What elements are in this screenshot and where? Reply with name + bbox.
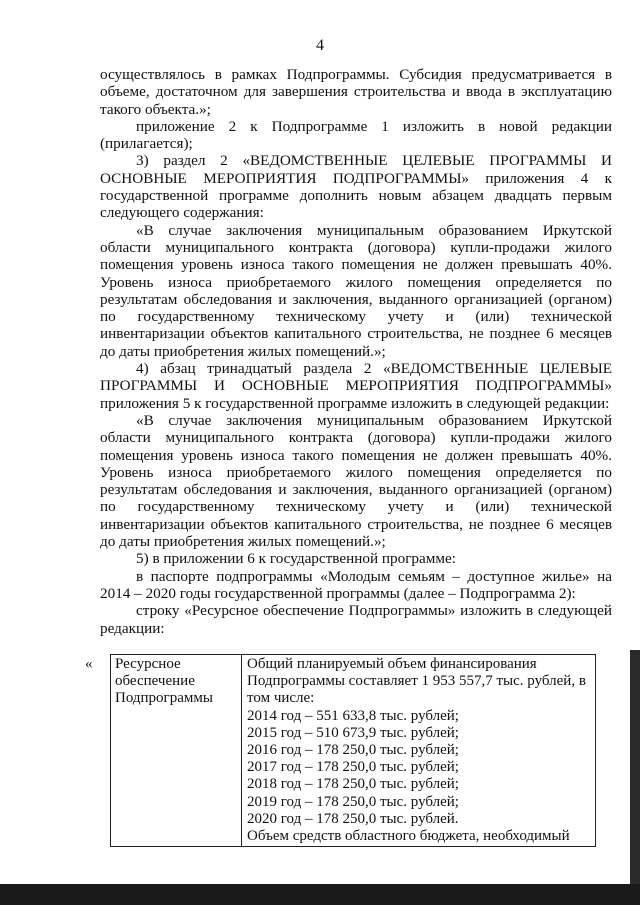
- page-number: 4: [316, 37, 324, 54]
- table-line: 2015 год – 510 673,9 тыс. рублей;: [247, 724, 459, 741]
- paragraph: «В случае заключения муниципальным образованием Иркутской области муниципального контракта (договора) купли-продажи жилого помещения уровень износа такого помещения не должен превышать 40%. Уровень износа приобретаемого жилого помещения определяется по результатам обследования и заключения, выданного организацией (органом) по государственному техническому учету и (или) технической инвентаризации объектов капитального строительства, не позднее 6 месяцев до даты приобретения жилых помещений.»;: [100, 221, 612, 360]
- opening-quote: «: [85, 656, 93, 672]
- table-line: Объем средств областного бюджета, необходимый: [247, 828, 570, 845]
- table-row: [111, 655, 596, 847]
- paragraph: 5) в приложении 6 к государственной программе:: [136, 550, 456, 568]
- table-line: Общий планируемый объем финансирования Подпрограммы составляет 1 953 557,7 тыс. рублей, в том числе:: [247, 656, 586, 707]
- document-body: [100, 66, 612, 637]
- scan-edge-bottom: [0, 884, 640, 905]
- paragraph: приложение 2 к Подпрограмме 1 изложить в новой редакции (прилагается);: [100, 117, 612, 153]
- table-cell-label: Ресурсное обеспечение Подпрограммы: [111, 655, 242, 847]
- table-line: 2017 год – 178 250,0 тыс. рублей;: [247, 759, 459, 776]
- paragraph: 4) абзац тринадцатый раздела 2 «ВЕДОМСТВЕННЫЕ ЦЕЛЕВЫЕ ПРОГРАММЫ И ОСНОВНЫЕ МЕРОПРИЯТИЯ ПОДПРОГРАММЫ» приложения 5 к государственной программе изложить в следующей редакции:: [100, 360, 612, 412]
- table-line: 2014 год – 551 633,8 тыс. рублей;: [247, 707, 459, 724]
- table-line: 2018 год – 178 250,0 тыс. рублей;: [247, 776, 459, 793]
- resource-table: [110, 654, 596, 847]
- paragraph: «В случае заключения муниципальным образованием Иркутской области муниципального контракта (договора) купли-продажи жилого помещения уровень износа такого помещения не должен превышать 40%. Уровень износа приобретаемого жилого помещения определяется по результатам обследования и заключения, выданного организацией (органом) по государственному техническому учету и (или) технической инвентаризации объектов капитального строительства, не позднее 6 месяцев до даты приобретения жилых помещений.»;: [100, 411, 612, 551]
- table-cell-value: [242, 655, 596, 847]
- table-line: 2020 год – 178 250,0 тыс. рублей.: [247, 810, 459, 827]
- paragraph: 3) раздел 2 «ВЕДОМСТВЕННЫЕ ЦЕЛЕВЫЕ ПРОГРАММЫ И ОСНОВНЫЕ МЕРОПРИЯТИЯ ПОДПРОГРАММЫ» приложения 4 к государственной программе дополнить новым абзацем двадцать первым следующего содержания:: [100, 152, 612, 222]
- table-line: 2019 год – 178 250,0 тыс. рублей;: [247, 793, 459, 810]
- paragraph: осуществлялось в рамках Подпрограммы. Субсидия предусматривается в объеме, достаточном для завершения строительства и ввода в эксплуатацию такого объекта.»;: [100, 66, 612, 118]
- scan-edge-shadow: [630, 650, 640, 884]
- paragraph: строку «Ресурсное обеспечение Подпрограммы» изложить в следующей редакции:: [100, 602, 612, 637]
- table-line: 2016 год – 178 250,0 тыс. рублей;: [247, 742, 459, 759]
- paragraph: в паспорте подпрограммы «Молодым семьям – доступное жилье» на 2014 – 2020 годы государственной программы (далее – Подпрограмма 2):: [100, 567, 612, 602]
